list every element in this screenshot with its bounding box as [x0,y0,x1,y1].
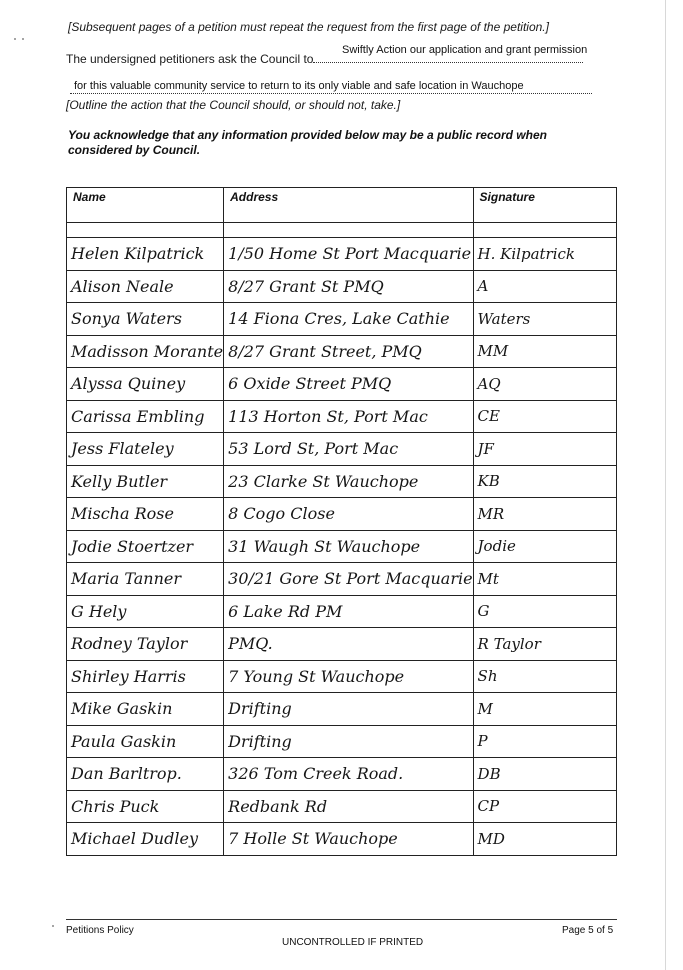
spacer-cell [224,223,473,238]
table-row [67,758,617,791]
name-cell [67,465,224,498]
address-text: 1/50 Home St Port Macquarie [228,244,472,264]
signature-cell [473,433,616,466]
table-row [67,238,617,271]
request-fill-text-1: Swiftly Action our application and grant permission [342,44,588,56]
request-dotted-line-1 [313,62,583,63]
address-cell [224,433,473,466]
address-text: Drifting [228,699,292,719]
name-text: Sonya Waters [71,309,182,329]
address-cell [224,368,473,401]
name-cell [67,628,224,661]
address-text: 53 Lord St, Port Mac [228,439,399,459]
signature-cell [473,758,616,791]
signature-text: R Taylor [477,634,541,653]
scan-speck [22,38,24,40]
acknowledgement-text: You acknowledge that any information provided below may be a public record when considered by Council. [68,128,547,157]
table-row [67,303,617,336]
name-cell [67,238,224,271]
address-text: 6 Lake Rd PM [228,601,343,621]
address-cell [224,660,473,693]
signature-text: H. Kilpatrick [477,244,575,263]
name-cell [67,725,224,758]
address-text: 6 Oxide Street PMQ [228,374,392,394]
name-text: Alyssa Quiney [71,374,186,394]
scan-speck [14,38,16,40]
signature-cell [473,530,616,563]
table-row [67,270,617,303]
signature-text: DB [477,764,501,783]
signature-cell [473,270,616,303]
signature-cell [473,660,616,693]
address-text: 30/21 Gore St Port Macquarie [228,569,473,589]
table-spacer-row [67,223,617,238]
signature-text: Waters [477,309,531,328]
request-fill-text-2: for this valuable community service to return to its only viable and safe location in Wauchope [74,80,524,92]
address-cell [224,790,473,823]
address-cell [224,270,473,303]
signature-text: Sh [477,667,498,686]
name-cell [67,433,224,466]
signature-cell [473,335,616,368]
address-cell [224,595,473,628]
footer-policy-name: Petitions Policy [66,925,134,936]
address-text: 7 Holle St Wauchope [228,829,398,849]
note-outline-action: [Outline the action that the Council should, or should not, take.] [66,98,401,112]
table-row [67,335,617,368]
name-text: Maria Tanner [71,569,182,589]
signature-text: G [477,602,490,621]
name-cell [67,563,224,596]
address-text: 7 Young St Wauchope [228,666,405,686]
name-text: Carissa Embling [71,406,205,426]
signature-text: P [477,732,488,751]
name-text: Michael Dudley [71,829,198,849]
name-text: Madisson Morante [71,341,224,361]
table-row [67,725,617,758]
signature-cell [473,465,616,498]
address-text: 8/27 Grant St PMQ [228,276,384,296]
address-cell [224,725,473,758]
name-text: Alison Neale [71,276,174,296]
signature-text: Jodie [477,537,516,556]
address-cell [224,693,473,726]
table-header-row [67,188,617,223]
name-cell [67,790,224,823]
signature-text: KB [477,472,500,491]
name-text: Helen Kilpatrick [71,244,205,264]
address-cell [224,563,473,596]
address-text: Drifting [228,731,292,751]
request-prefix: The undersigned petitioners ask the Council to [66,52,314,66]
address-cell [224,303,473,336]
spacer-cell [67,223,224,238]
address-cell [224,758,473,791]
footer-rule [66,919,617,920]
signature-cell [473,563,616,596]
signature-table [66,187,617,856]
table-row [67,400,617,433]
signature-cell [473,238,616,271]
page-edge [665,0,666,970]
table-row [67,465,617,498]
name-cell [67,595,224,628]
address-cell [224,400,473,433]
signature-cell [473,823,616,856]
signature-cell [473,368,616,401]
table-row [67,563,617,596]
address-text: 31 Waugh St Wauchope [228,536,421,556]
name-text: Rodney Taylor [71,634,188,654]
name-text: Mike Gaskin [71,699,173,719]
name-text: Jess Flateley [71,439,174,459]
column-header-address: Address [224,188,473,223]
signature-text: JF [477,439,494,458]
table-row [67,790,617,823]
table-row [67,660,617,693]
name-cell [67,368,224,401]
footer-uncontrolled-notice: UNCONTROLLED IF PRINTED [282,937,424,948]
address-text: 8/27 Grant Street, PMQ [228,341,422,361]
signature-text: CP [477,797,500,816]
column-header-signature: Signature [473,188,616,223]
signature-cell [473,400,616,433]
spacer-cell [473,223,616,238]
signature-text: Mt [477,569,499,588]
address-text: PMQ. [228,634,273,654]
table-row [67,595,617,628]
name-cell [67,498,224,531]
name-text: Jodie Stoertzer [71,536,194,556]
signature-text: AQ [477,374,501,393]
column-header-name: Name [67,188,224,223]
table-row [67,433,617,466]
signature-cell [473,628,616,661]
signature-text: MR [477,504,505,523]
signature-cell [473,498,616,531]
name-text: Chris Puck [71,796,160,816]
name-cell [67,270,224,303]
footer-page-number: Page 5 of 5 [562,925,614,936]
name-cell [67,823,224,856]
address-text: 23 Clarke St Wauchope [228,471,419,491]
name-cell [67,303,224,336]
address-cell [224,465,473,498]
table-row [67,498,617,531]
address-text: 113 Horton St, Port Mac [228,406,428,426]
name-cell [67,530,224,563]
name-cell [67,400,224,433]
name-cell [67,335,224,368]
address-cell [224,823,473,856]
name-cell [67,758,224,791]
address-cell [224,498,473,531]
name-cell [67,660,224,693]
table-row [67,368,617,401]
signature-cell [473,303,616,336]
address-text: 14 Fiona Cres, Lake Cathie [228,309,450,329]
signature-cell [473,725,616,758]
table-row [67,823,617,856]
table-row [67,530,617,563]
signature-text: MD [477,829,505,848]
note-subsequent-pages: [Subsequent pages of a petition must repeat the request from the first page of the petition.] [68,20,549,34]
signature-cell [473,693,616,726]
address-text: 326 Tom Creek Road. [228,764,404,784]
name-text: Kelly Butler [71,471,168,491]
table-row [67,693,617,726]
name-cell [67,693,224,726]
signature-text: A [477,277,489,296]
address-cell [224,238,473,271]
address-cell [224,335,473,368]
address-text: Redbank Rd [228,796,328,816]
signature-cell [473,790,616,823]
signature-text: M [477,699,493,718]
signature-text: MM [477,342,509,361]
signature-cell [473,595,616,628]
name-text: Mischa Rose [71,504,174,524]
name-text: Paula Gaskin [71,731,177,751]
name-text: Dan Barltrop. [71,764,182,784]
address-text: 8 Cogo Close [228,504,335,524]
address-cell [224,628,473,661]
name-text: G Hely [71,601,127,621]
scan-speck [52,925,54,927]
address-cell [224,530,473,563]
table-row [67,628,617,661]
signature-text: CE [477,407,500,426]
name-text: Shirley Harris [71,666,186,686]
